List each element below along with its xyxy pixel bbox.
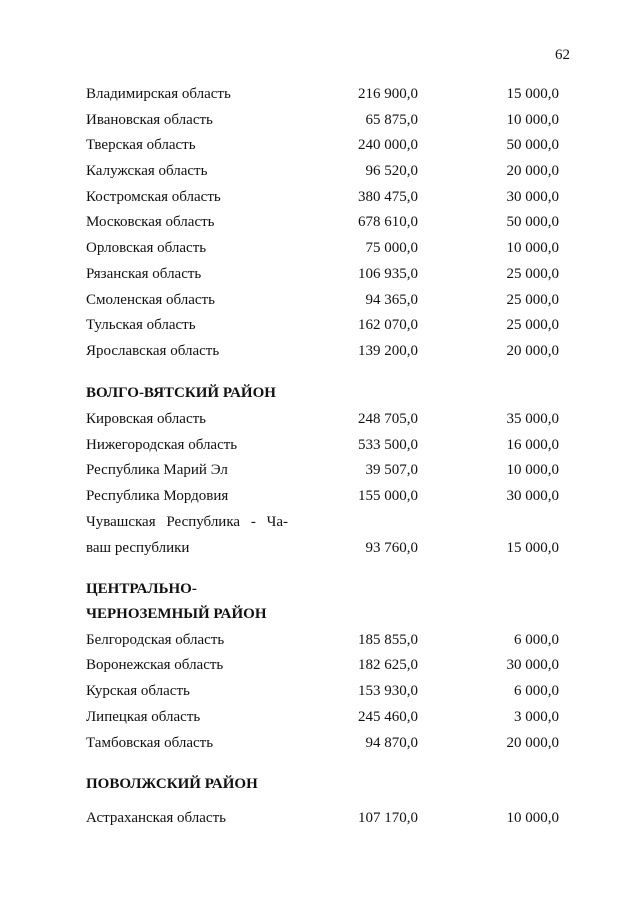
table-row (0, 435, 640, 455)
region-name: Республика Марий Эл (86, 462, 228, 478)
value-1: 245 460,0 (358, 709, 418, 725)
value-2: 15 000,0 (506, 540, 559, 556)
value-2: 10 000,0 (506, 112, 559, 128)
region-name: Орловская область (86, 240, 207, 256)
value-1: 94 365,0 (365, 292, 418, 308)
table-row (0, 808, 640, 828)
value-2: 50 000,0 (506, 214, 559, 230)
value-2: 30 000,0 (506, 488, 559, 504)
table-row (0, 630, 640, 650)
region-name: Нижегородская область (86, 437, 238, 453)
value-1: 139 200,0 (358, 343, 418, 359)
value-2: 30 000,0 (506, 189, 559, 205)
region-name: Кировская область (86, 411, 207, 427)
value-2: 6 000,0 (514, 683, 559, 699)
value-2: 10 000,0 (506, 240, 559, 256)
table-row (0, 733, 640, 753)
value-2: 3 000,0 (514, 709, 559, 725)
table-row (0, 486, 640, 506)
value-1: 380 475,0 (358, 189, 418, 205)
value-1: 65 875,0 (365, 112, 418, 128)
value-1: 678 610,0 (358, 214, 418, 230)
value-2: 20 000,0 (506, 343, 559, 359)
region-name: Ярославская область (86, 343, 220, 359)
value-1: 240 000,0 (358, 137, 418, 153)
region-name: Курская область (86, 683, 190, 699)
section-heading-line2: ЧЕРНОЗЕМНЫЙ РАЙОН (86, 606, 267, 622)
region-name: Костромская область (86, 189, 221, 205)
value-2: 25 000,0 (506, 292, 559, 308)
value-2: 20 000,0 (506, 735, 559, 751)
table-row-wrapped (0, 512, 640, 532)
table-row (0, 187, 640, 207)
table-row (0, 161, 640, 181)
value-2: 50 000,0 (506, 137, 559, 153)
value-1: 182 625,0 (358, 657, 418, 673)
value-2: 35 000,0 (506, 411, 559, 427)
table-row (0, 135, 640, 155)
value-1: 107 170,0 (358, 810, 418, 826)
value-2: 16 000,0 (506, 437, 559, 453)
table-row (0, 538, 640, 558)
value-1: 39 507,0 (365, 462, 418, 478)
table-row (0, 84, 640, 104)
table-row (0, 212, 640, 232)
region-name: Липецкая область (86, 709, 201, 725)
region-name: Тульская область (86, 317, 196, 333)
value-2: 10 000,0 (506, 462, 559, 478)
table-row (0, 341, 640, 361)
region-name: Ивановская область (86, 112, 213, 128)
value-1: 216 900,0 (358, 86, 418, 102)
value-1: 93 760,0 (365, 540, 418, 556)
table-row (0, 110, 640, 130)
value-1: 248 705,0 (358, 411, 418, 427)
region-name: Рязанская область (86, 266, 202, 282)
table-row (0, 681, 640, 701)
value-2: 10 000,0 (506, 810, 559, 826)
value-2: 20 000,0 (506, 163, 559, 179)
table-row (0, 707, 640, 727)
value-2: 15 000,0 (506, 86, 559, 102)
value-1: 94 870,0 (365, 735, 418, 751)
value-1: 106 935,0 (358, 266, 418, 282)
region-name: Тверская область (86, 137, 196, 153)
region-name: Воронежская область (86, 657, 224, 673)
value-1: 153 930,0 (358, 683, 418, 699)
value-2: 25 000,0 (506, 317, 559, 333)
table-row (0, 290, 640, 310)
value-1: 96 520,0 (365, 163, 418, 179)
value-1: 75 000,0 (365, 240, 418, 256)
value-2: 6 000,0 (514, 632, 559, 648)
value-2: 30 000,0 (506, 657, 559, 673)
region-name: Тамбовская область (86, 735, 214, 751)
section-heading: ПОВОЛЖСКИЙ РАЙОН (86, 776, 258, 792)
region-name: Владимирская область (86, 86, 231, 102)
region-name: Республика Мордовия (86, 488, 229, 504)
value-1: 533 500,0 (358, 437, 418, 453)
table-row (0, 264, 640, 284)
page-number: 62 (555, 47, 570, 63)
region-name-line1: Чувашская Республика - Ча- (86, 514, 288, 530)
table-row (0, 409, 640, 429)
table-row (0, 460, 640, 480)
value-1: 155 000,0 (358, 488, 418, 504)
region-name: Московская область (86, 214, 215, 230)
table-row (0, 238, 640, 258)
value-1: 185 855,0 (358, 632, 418, 648)
table-row (0, 655, 640, 675)
table-row (0, 315, 640, 335)
value-2: 25 000,0 (506, 266, 559, 282)
section-heading: ВОЛГО-ВЯТСКИЙ РАЙОН (86, 385, 276, 401)
region-name: Астраханская область (86, 810, 226, 826)
region-name: Смоленская область (86, 292, 215, 308)
region-name-line2: ваш республики (86, 540, 190, 556)
section-heading-line1: ЦЕНТРАЛЬНО- (86, 581, 197, 597)
region-name: Белгородская область (86, 632, 225, 648)
region-name: Калужская область (86, 163, 208, 179)
value-1: 162 070,0 (358, 317, 418, 333)
